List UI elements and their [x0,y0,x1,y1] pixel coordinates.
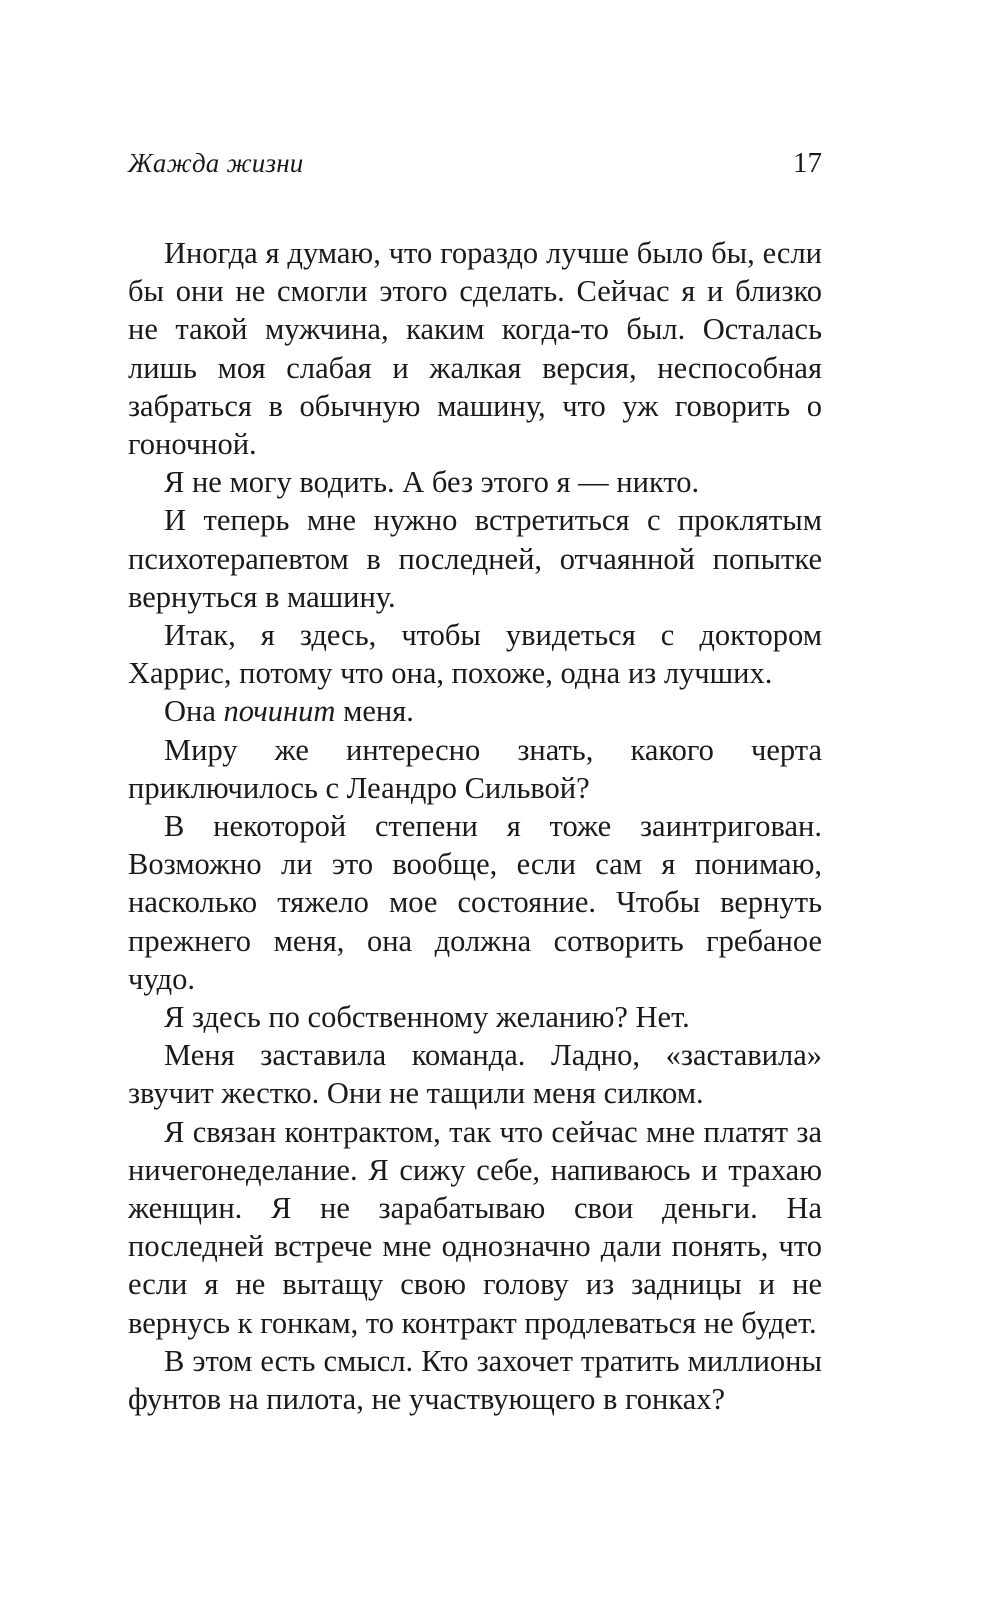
book-title: Жажда жизни [128,147,304,178]
paragraph: Итак, я здесь, чтобы увидеться с доктором Харрис, потому что она, похоже, одна из лучших. [128,618,822,691]
paragraph [128,692,822,730]
paragraph: Иногда я думаю, что гораздо лучше было бы, если бы они не смогли этого сделать. Сейчас я и близко не такой мужчина, каким когда-то был. Осталась лишь моя слабая и жалкая версия, неспособная забраться в обычную машину, что уж говорить о гоночной. [128,236,822,462]
text-run: Она [164,694,224,729]
paragraph: В этом есть смысл. Кто захочет тратить миллионы фунтов на пилота, не участвующего в гонках? [128,1343,822,1417]
paragraph: Я здесь по собственному желанию? Нет. [164,1000,690,1035]
paragraph: Я связан контрактом, так что сейчас мне платят за ничегонеделание. Я сижу себе, напиваюсь и трахаю женщин. Я не зарабатываю свои деньги. На последней встрече мне однозначно дали понять, что если я не вытащу свою голову из задницы и не вернусь к гонкам, то контракт продлеваться не будет. [128,1114,822,1340]
paragraph: В некоторой степени я тоже заинтригован. Возможно ли это вообще, если сам я понимаю, насколько тяжело мое состояние. Чтобы вернуть прежнего меня, она должна сотворить гребаное чудо. [128,809,822,996]
running-head [128,143,822,183]
paragraph: Миру же интересно знать, какого черта приключилось с Леандро Сильвой? [128,732,822,805]
paragraph: И теперь мне нужно встретиться с проклятым психотерапевтом в последней, отчаянной попытке вернуться в машину. [128,503,822,614]
paragraph: Меня заставила команда. Ладно, «заставила» звучит жестко. Они не тащили меня силком. [128,1038,822,1111]
page-number: 17 [793,146,822,179]
text-run: меня. [335,694,414,729]
paragraph: Я не могу водить. А без этого я — никто. [164,465,700,500]
emphasized-word: починит [223,694,336,729]
body-text [128,234,822,1418]
